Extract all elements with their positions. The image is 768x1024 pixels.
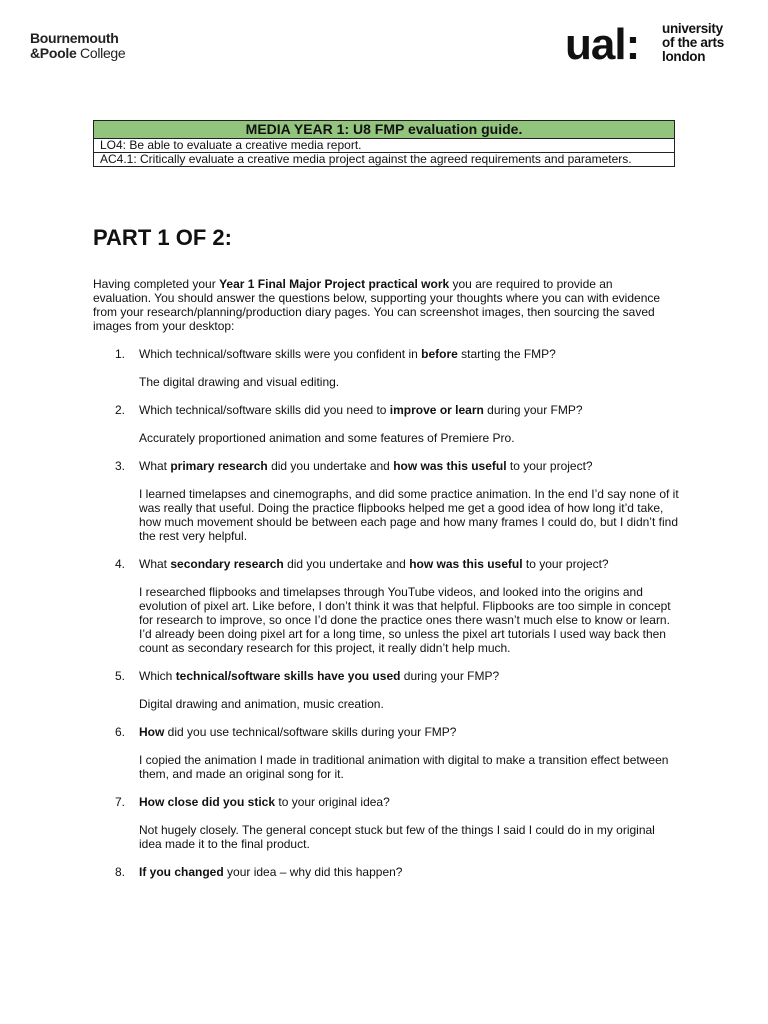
ual-logo-words: university of the arts london <box>662 21 724 64</box>
college-logo <box>30 31 125 61</box>
answer-text: I learned timelapses and cinemographs, and did some practice animation. In the end I’d say none of it was really that useful. Doing the practice flipbooks helped me get a good idea of how long it’d take, how much movement should be between each page and how many frames I could do, but I didn’t find the rest very helpful. <box>139 487 679 543</box>
question-text: Which technical/software skills have you used during your FMP? <box>139 669 500 683</box>
question-number: 1. <box>115 347 126 361</box>
question-item <box>93 725 679 781</box>
answer-text: I copied the animation I made in traditional animation with digital to make a transition effect between them, and made an original song for it. <box>139 753 669 781</box>
part-heading: PART 1 OF 2: <box>93 225 232 250</box>
question-text: Which technical/software skills were you confident in before starting the FMP? <box>139 347 556 361</box>
question-item <box>93 347 679 389</box>
question-list <box>93 347 679 893</box>
question-number: 2. <box>115 403 126 417</box>
ual-logo <box>565 20 733 70</box>
question-text: Which technical/software skills did you need to improve or learn during your FMP? <box>139 403 583 417</box>
question-text: What primary research did you undertake and how was this useful to your project? <box>139 459 593 473</box>
criteria-table <box>93 120 675 167</box>
question-item <box>93 669 679 711</box>
intro-paragraph: Having completed your Year 1 Final Major Project practical work you are required to provide an evaluation. You should answer the questions below, supporting your thoughts where you can with evidence from your research/planning/production diary pages. You can screenshot images, then sourcing the saved images from your desktop: <box>93 277 661 333</box>
question-item <box>93 557 679 655</box>
college-logo-line2: &Poole College <box>30 45 126 61</box>
question-text: What secondary research did you undertake and how was this useful to your project? <box>139 557 609 571</box>
question-number: 3. <box>115 459 126 473</box>
question-item <box>93 403 679 445</box>
table-title: MEDIA YEAR 1: U8 FMP evaluation guide. <box>94 121 675 139</box>
question-item <box>93 459 679 543</box>
answer-text: The digital drawing and visual editing. <box>139 375 340 389</box>
answer-text: Digital drawing and animation, music creation. <box>139 697 384 711</box>
answer-text: Accurately proportioned animation and some features of Premiere Pro. <box>139 431 515 445</box>
answer-text: Not hugely closely. The general concept stuck but few of the things I said I could do in my original idea made it to the final product. <box>139 823 655 851</box>
question-number: 8. <box>115 865 126 879</box>
question-text: If you changed your idea – why did this happen? <box>139 865 403 879</box>
table-row-ac41: AC4.1: Critically evaluate a creative media project against the agreed requirements and parameters. <box>94 153 675 167</box>
question-number: 5. <box>115 669 126 683</box>
table-row-lo4: LO4: Be able to evaluate a creative media report. <box>94 139 675 153</box>
question-number: 7. <box>115 795 126 809</box>
ual-logo-mark: ual: <box>565 20 640 69</box>
question-number: 4. <box>115 557 126 571</box>
college-logo-line1: Bournemouth <box>30 30 119 46</box>
question-text: How did you use technical/software skills during your FMP? <box>139 725 457 739</box>
question-text: How close did you stick to your original idea? <box>139 795 390 809</box>
question-item <box>93 795 679 851</box>
question-item <box>93 865 679 879</box>
question-number: 6. <box>115 725 126 739</box>
answer-text: I researched flipbooks and timelapses through YouTube videos, and looked into the origins and evolution of pixel art. Like before, I don’t think it was that helpful. Flipbooks are too simple in concept for research to improve, so once I’d done the practice ones there wasn’t much else to know or learn. I’d already been doing pixel art for a long time, so unless the pixel art tutorials I used way back then count as secondary research for this project, it really didn’t help much. <box>139 585 671 655</box>
